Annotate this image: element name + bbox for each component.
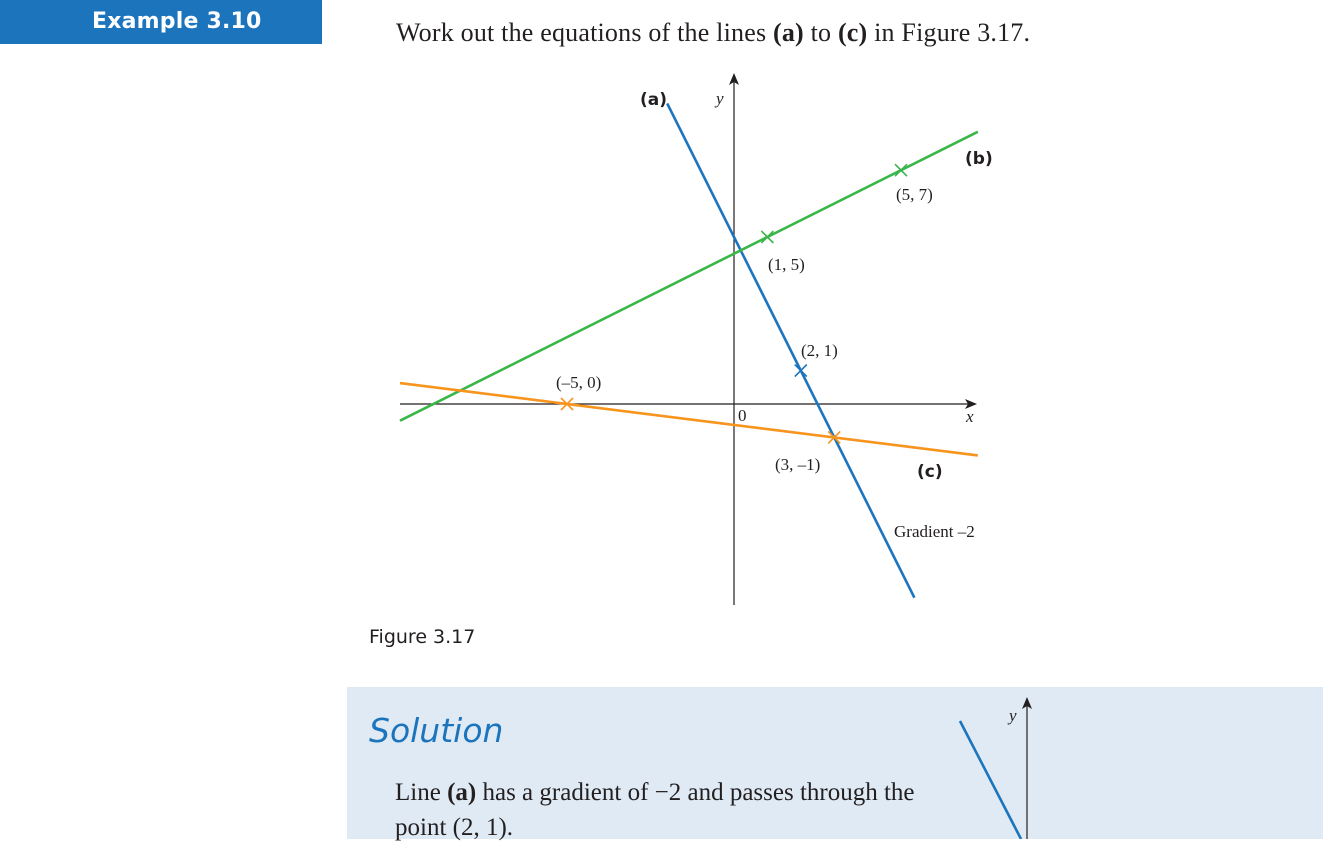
mini-line-a: [960, 721, 1021, 839]
example-label: Example 3.10: [0, 0, 322, 44]
solution-box: [347, 687, 1323, 839]
series-line-b: [400, 132, 978, 421]
question-part-c: (c): [837, 18, 868, 47]
series-label-a: (a): [640, 90, 668, 110]
solution-line-pre: Line: [395, 779, 448, 806]
solution-mini-graph: [347, 687, 1323, 839]
series-line-a: [667, 103, 914, 597]
series-line-c: [400, 383, 978, 455]
point-marker-a-0: [795, 365, 807, 377]
question-pre: Work out the equations of the lines: [396, 18, 773, 47]
point-label-1-5: (1, 5): [768, 255, 805, 274]
question-post: in Figure 3.17.: [867, 18, 1031, 47]
mini-y-axis-label: y: [1009, 706, 1017, 725]
figure-caption: Figure 3.17: [369, 626, 476, 648]
point-label-2-1: (2, 1): [801, 341, 838, 360]
series-label-c: (c): [917, 462, 943, 482]
x-axis-label: x: [966, 407, 974, 426]
gradient-note: Gradient –2: [894, 522, 975, 541]
point-marker-b-1: [895, 164, 907, 176]
solution-title: Solution: [369, 711, 504, 750]
y-axis-label: y: [716, 89, 724, 108]
solution-part-a: (a): [447, 779, 477, 806]
question-mid: to: [803, 18, 838, 47]
solution-line-post: has a gradient of −2 and passes through the point (2, 1).: [395, 779, 915, 841]
question-part-a: (a): [772, 18, 804, 47]
series-label-b: (b): [965, 149, 993, 169]
point-label-3-minus1: (3, –1): [775, 455, 821, 474]
series-layer: [400, 103, 978, 597]
origin-label: 0: [738, 406, 747, 425]
point-label-5-7: (5, 7): [896, 185, 933, 204]
point-label-minus5-0: (–5, 0): [556, 373, 602, 392]
point-marker-b-0: [761, 231, 773, 243]
